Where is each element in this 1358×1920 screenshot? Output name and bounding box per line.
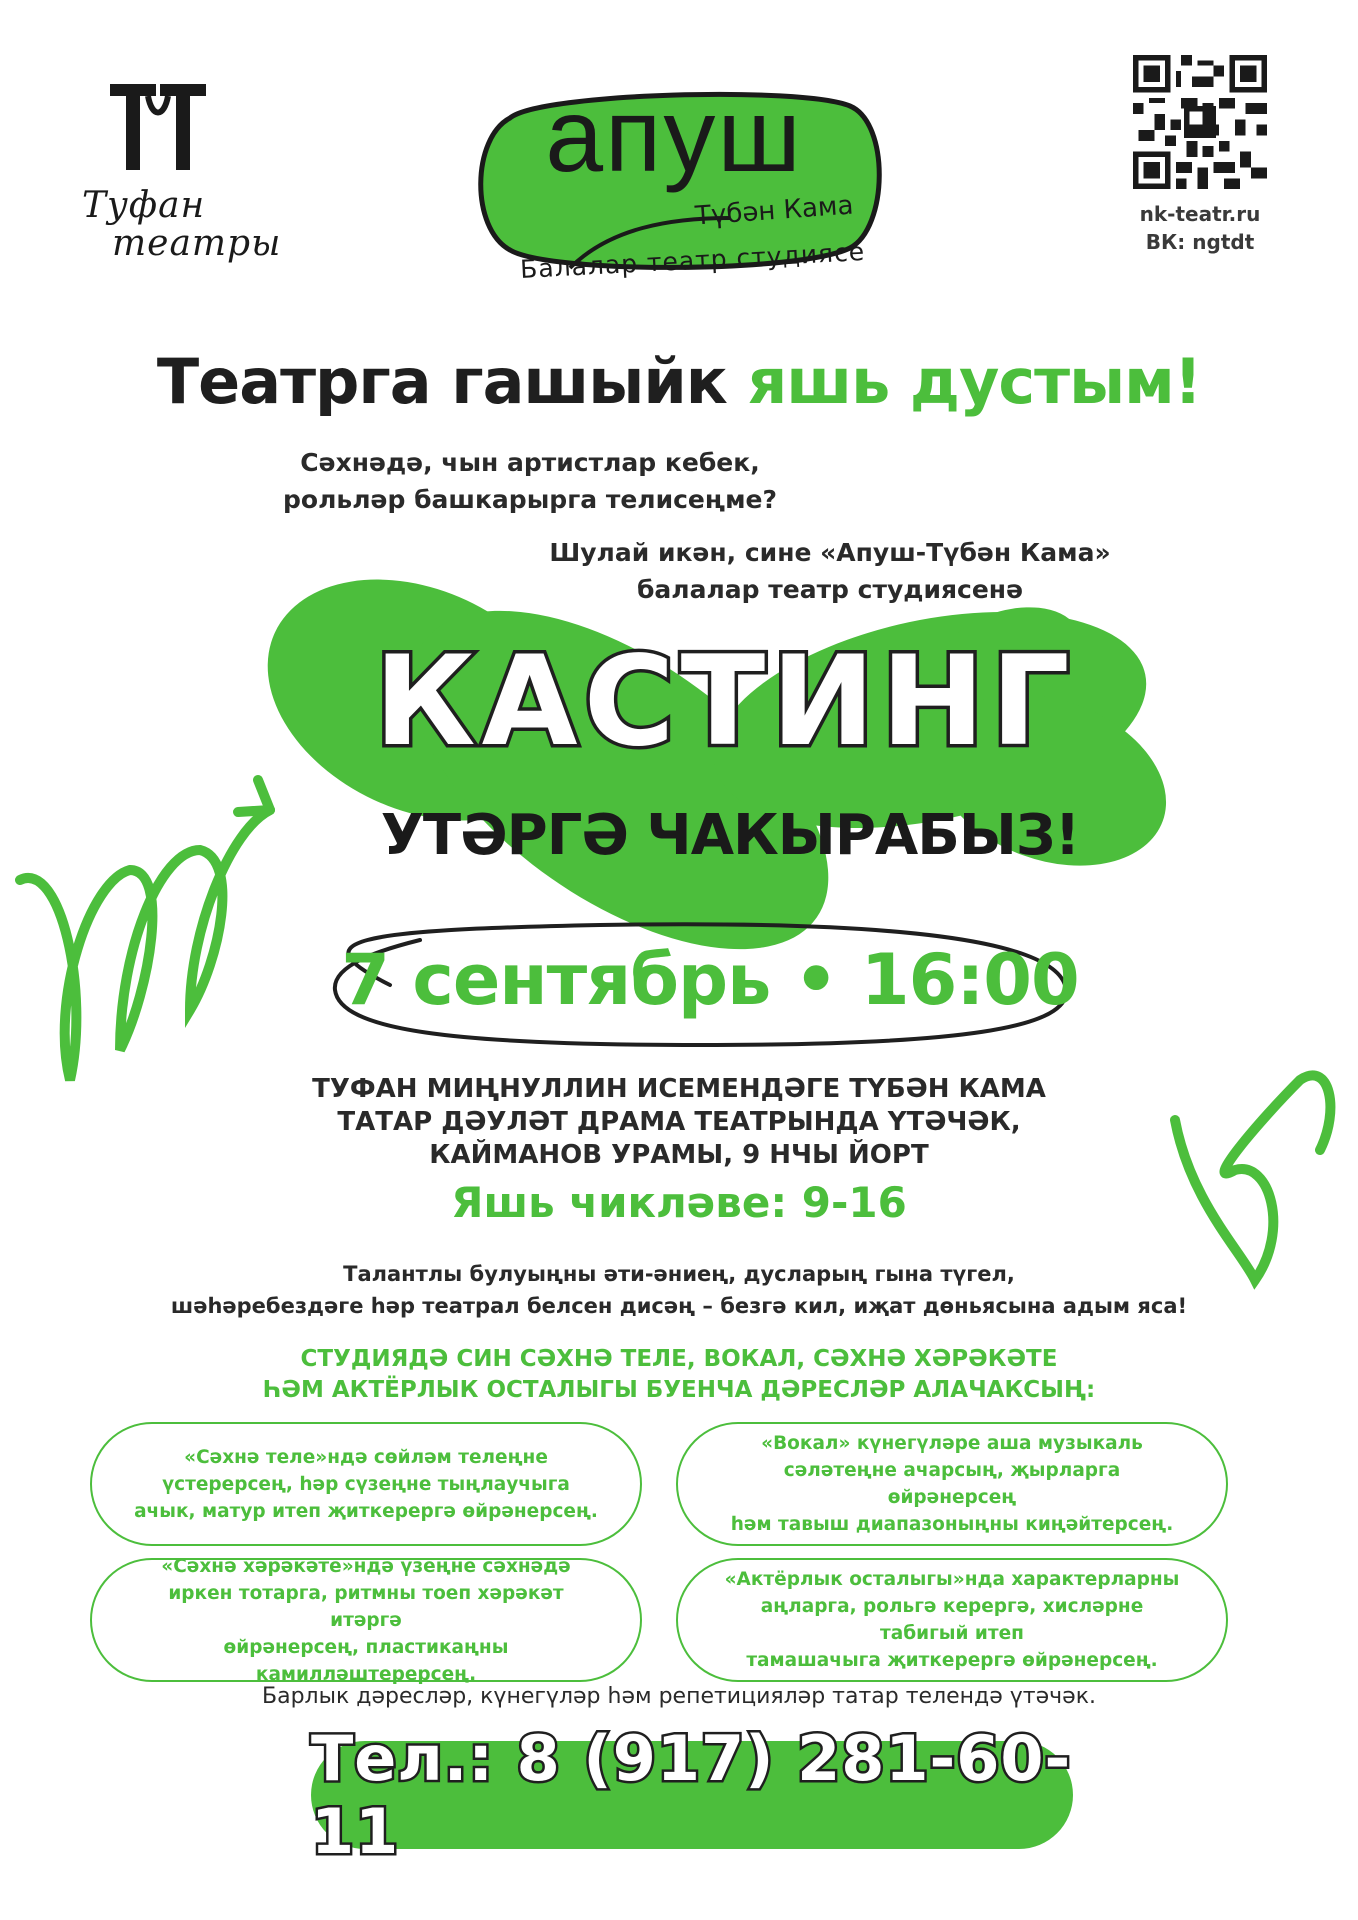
card-stage-speech: [90, 1422, 642, 1546]
card-line: «Актёрлык осталыгы»нда характерларны: [724, 1569, 1180, 1590]
venue-line-1: ТУФАН МИҢНУЛЛИН ИСЕМЕНДӘГЕ ТҮБӘН КАМА: [312, 1074, 1046, 1104]
theatre-logo-line1: Туфан: [82, 185, 206, 226]
headline: [0, 345, 1358, 418]
casting-subtitle: УТӘРГӘ ЧАКЫРАБЫЗ!: [380, 803, 1080, 868]
card-line: тамашачыга җиткерергә өйрәнерсең.: [746, 1650, 1158, 1671]
lessons-heading: [0, 1344, 1358, 1406]
talent-paragraph: [0, 1258, 1358, 1322]
talent-line-1: Талантлы булуыңны әти-әниең, дусларың гына түгел,: [343, 1262, 1015, 1286]
intro-invitation: [520, 534, 1140, 608]
headline-green-part: яшь дустым!: [747, 345, 1202, 418]
card-acting-text: [718, 1566, 1186, 1674]
intro-line-2: рольләр башкарырга телисеңме?: [283, 485, 777, 514]
intro-question: [250, 444, 810, 518]
theatre-logo-line2: театры: [112, 223, 282, 264]
website-link[interactable]: nk-teatr.ru: [1139, 202, 1261, 226]
apush-logo: [470, 78, 890, 308]
card-vocal: [676, 1422, 1228, 1546]
card-acting: [676, 1558, 1228, 1682]
venue-line-2: ТАТАР ДӘУЛӘТ ДРАМА ТЕАТРЫНДА ҮТӘЧӘК,: [337, 1107, 1021, 1137]
card-stage-movement: [90, 1555, 642, 1685]
intro-line-1: Сәхнәдә, чын артистлар кебек,: [300, 448, 760, 477]
theatre-tt-icon: [108, 78, 208, 178]
card-line: үстерерсең, һәр сүзеңне тыңлаучыга: [162, 1473, 570, 1495]
card-line: иркен тотарга, ритмны тоеп хәрәкәт итәргә: [168, 1582, 564, 1631]
venue-line-3: КАЙМАНОВ УРАМЫ, 9 НЧЫ ЙОРТ: [429, 1140, 929, 1170]
venue-address: [0, 1073, 1358, 1172]
card-line: һәм тавыш диапазоныңны киңәйтерсең.: [730, 1514, 1174, 1535]
intro-line-3: Шулай икән, сине «Апуш-Түбән Кама»: [549, 538, 1111, 567]
card-stage-speech-text: [134, 1444, 598, 1525]
card-line: ачык, матур итеп җиткерергә өйрәнерсең.: [134, 1500, 598, 1522]
card-line: «Сәхнә хәрәкәте»ндә үзеңне сәхнәдә: [161, 1555, 571, 1577]
apush-logo-word: апуш: [545, 78, 803, 194]
phone-button[interactable]: [311, 1722, 1073, 1868]
card-line: «Сәхнә теле»ндә сөйләм телеңне: [184, 1446, 548, 1468]
theatre-logo: [72, 78, 302, 278]
casting-title: КАСТИНГ: [374, 630, 1076, 774]
lessons-heading-line-1: СТУДИЯДӘ СИН СӘХНӘ ТЕЛЕ, ВОКАЛ, СӘХНӘ ХӘРӘКӘТЕ: [300, 1346, 1058, 1372]
talent-line-2: шәһәребездәге һәр театрал белсен дисәң – безгә кил, иҗат дөньясына адым ясa!: [170, 1294, 1188, 1318]
apush-logo-caption: Балалар театр студиясе: [519, 236, 866, 285]
card-line: сәләтеңне ачарсың, җырларга өйрәнерсең: [783, 1460, 1121, 1508]
language-footnote: Барлык дәресләр, күнегүләр һәм репетицияләр татар телендә үтәчәк.: [262, 1684, 1096, 1709]
card-line: аңларга, рольгә керергә, хисләрне табигый итеп: [760, 1596, 1144, 1644]
card-line: өйрәнерсең, пластикаңны камилләштерерсең.: [223, 1636, 509, 1685]
lessons-heading-line-2: ҺӘМ АКТЁРЛЫК ОСТАЛЫГЫ БУЕНЧА ДӘРЕСЛӘР АЛАЧАКСЫҢ:: [262, 1377, 1096, 1403]
card-stage-movement-text: [132, 1553, 600, 1688]
event-date-time: 7 сентябрь • 16:00: [341, 939, 1079, 1021]
intro-line-4: балалар театр студиясенә: [636, 575, 1024, 604]
card-line: «Вокал» күнегүләре аша музыкаль: [761, 1433, 1143, 1454]
headline-dark-part: Театрга гашыйк: [156, 345, 748, 418]
card-vocal-text: [718, 1430, 1186, 1538]
apush-logo-subtitle: Түбән Кама: [694, 190, 855, 232]
age-range: Яшь чикләве: 9-16: [451, 1178, 907, 1227]
phone-number[interactable]: Тел.: 8 (917) 281-60-11: [311, 1722, 1072, 1868]
qr-code-icon[interactable]: [1133, 55, 1267, 189]
vk-link[interactable]: ВК: ngtdt: [1145, 230, 1255, 254]
